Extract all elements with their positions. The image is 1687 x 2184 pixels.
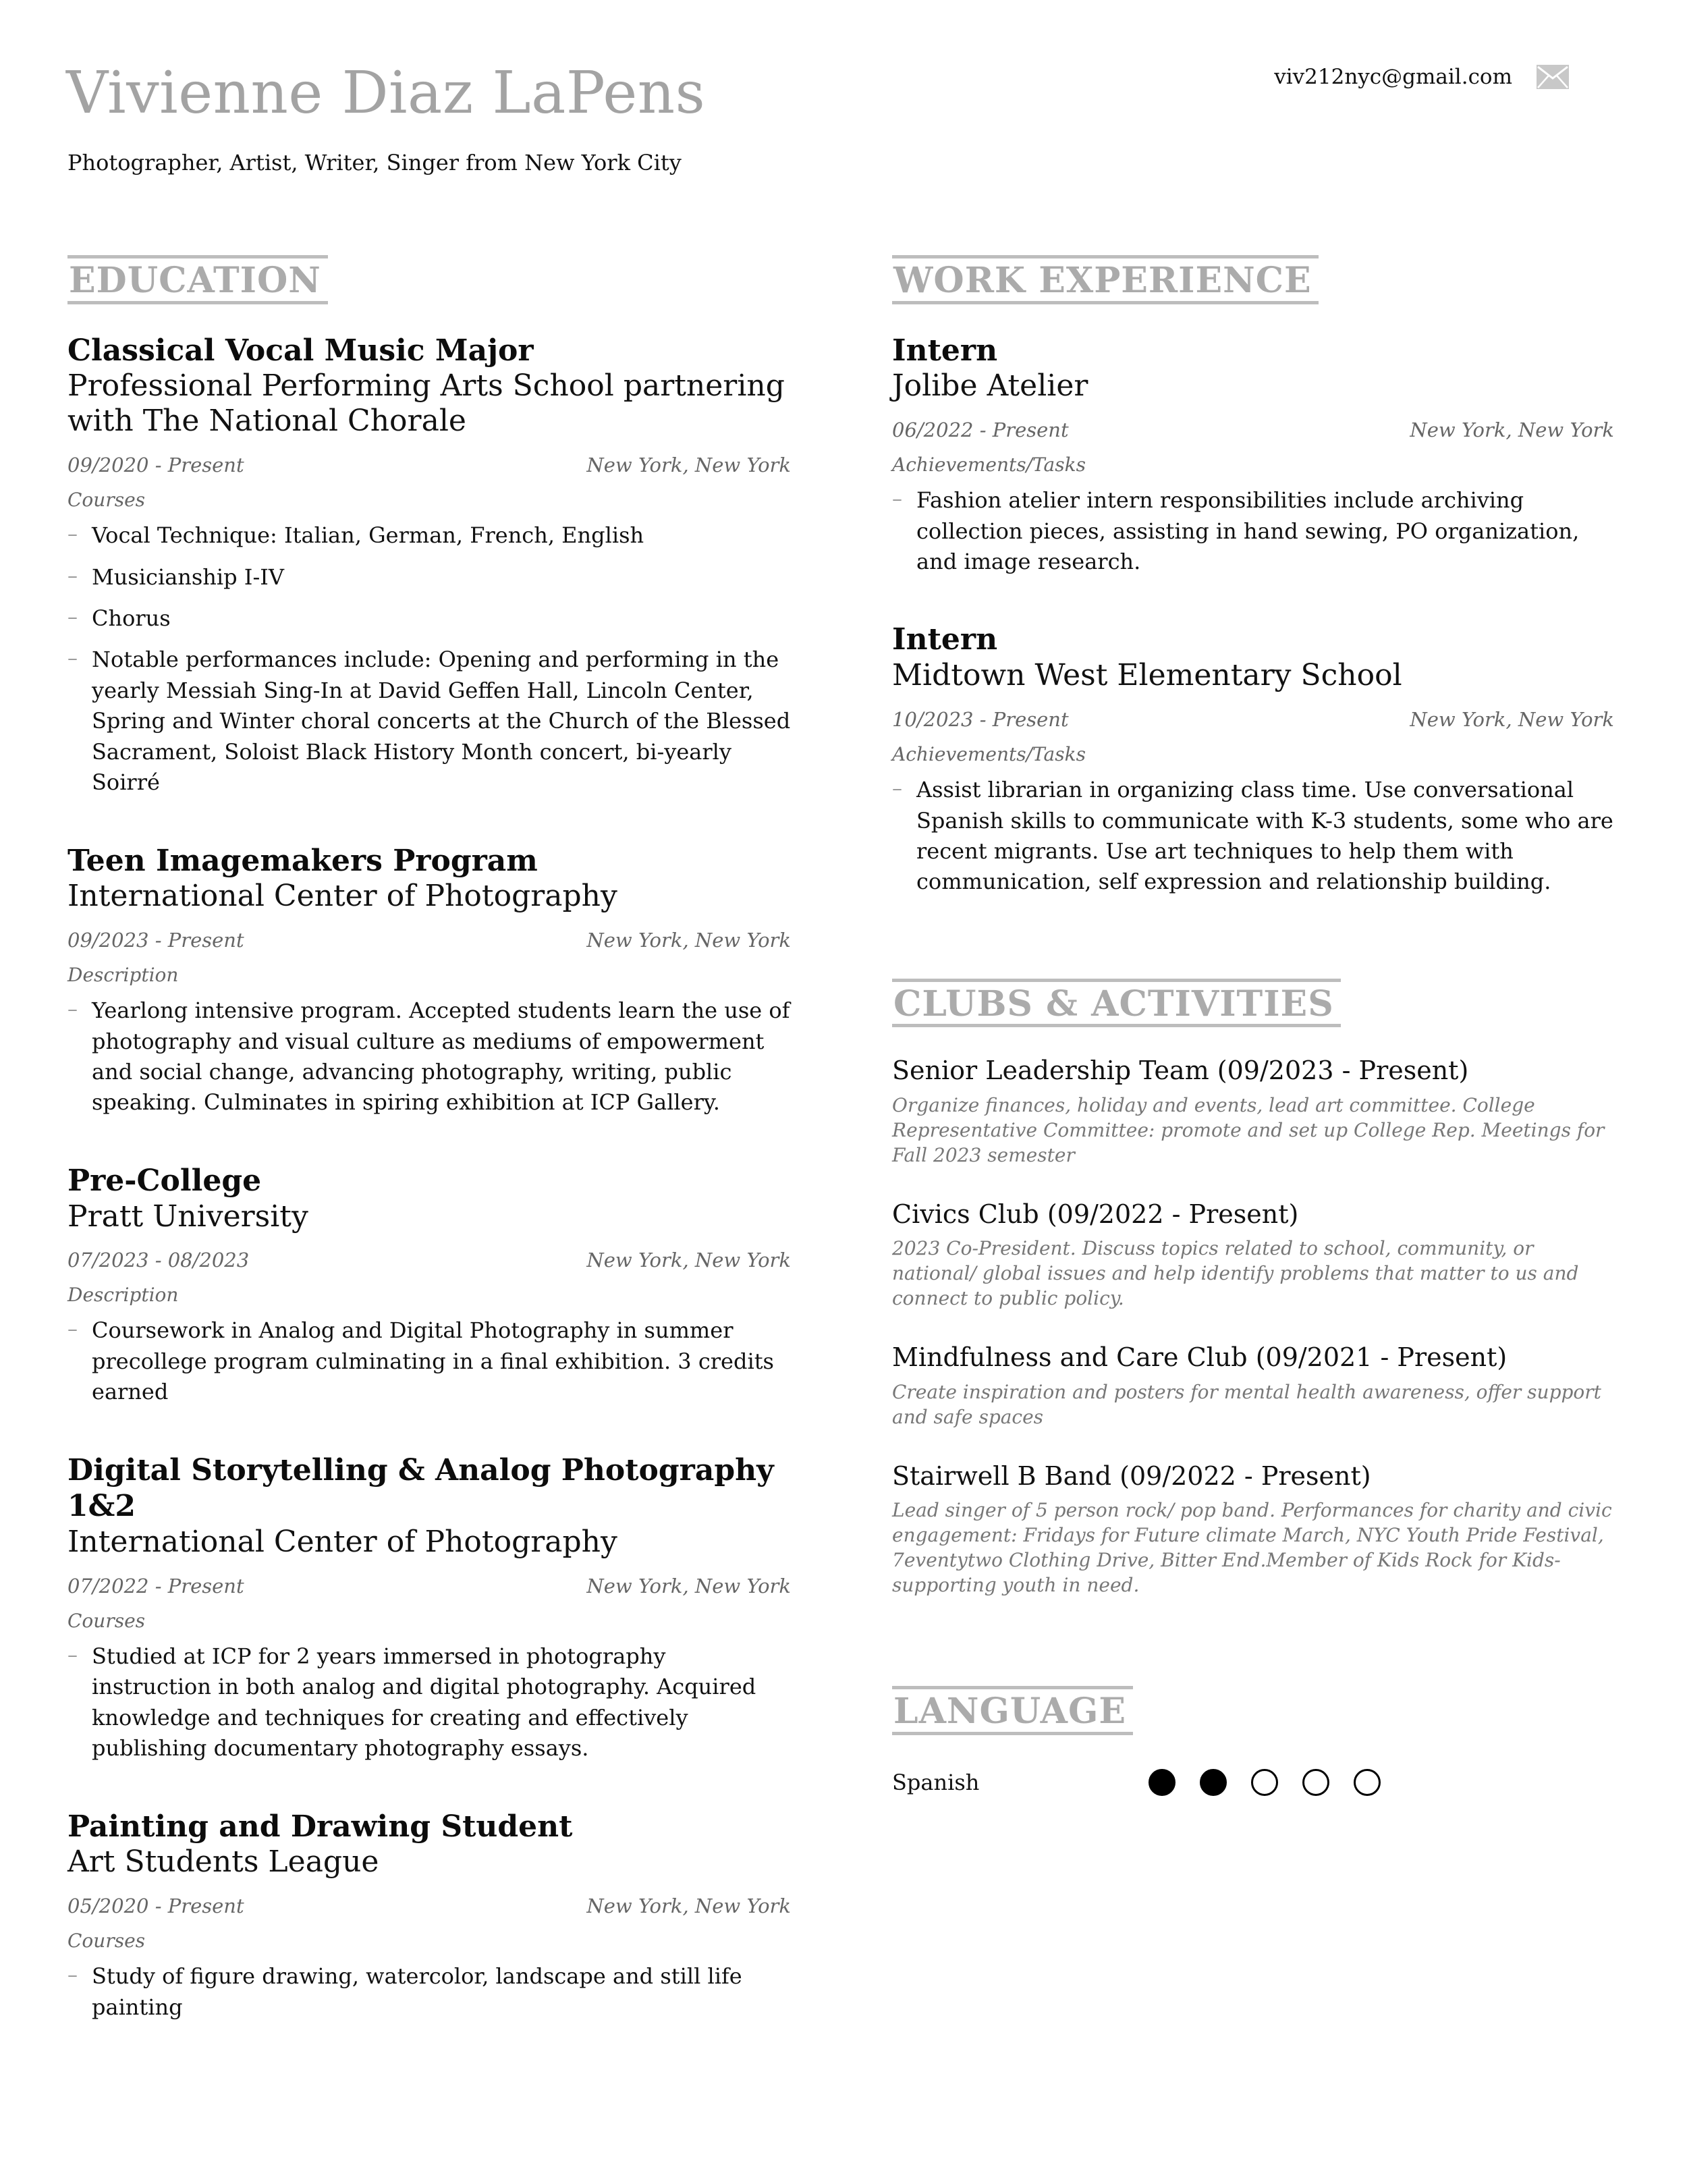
entry-title: Pre-College: [67, 1163, 262, 1198]
entry-organization: International Center of Photography: [67, 1525, 617, 1560]
education-entry: [67, 1452, 791, 1764]
entry-date: 06/2022 - Present: [892, 418, 1069, 442]
club-item: [892, 1056, 1614, 1168]
proficiency-dot-empty: [1302, 1769, 1329, 1796]
dash-icon: –: [67, 998, 78, 1022]
entry-meta: [67, 454, 791, 476]
entry-bullets: [67, 520, 791, 798]
entry-organization: Jolibe Atelier: [892, 368, 1088, 404]
entry-meta: [892, 418, 1614, 441]
entry-location: New York, New York: [1410, 418, 1614, 442]
entry-bullets: [67, 1641, 791, 1764]
entry-label: Achievements/Tasks: [892, 454, 1086, 476]
entry-label: Description: [67, 1284, 179, 1307]
dash-icon: –: [67, 647, 78, 671]
entry-meta: [67, 1249, 791, 1272]
bullet-text: Studied at ICP for 2 years immersed in photography instruction in both analog and digital photography. Acquired knowledge and techniques for creating and effectively publishing documentary photography essays.: [92, 1643, 756, 1762]
entry-title: Classical Vocal Music Major: [67, 333, 534, 368]
language-row: [892, 1769, 1614, 1796]
bullet-text: Assist librarian in organizing class time. Use conversational Spanish skills to communicate with K-3 students, some who are recent migrants. Use art techniques to help them with communication, self expression and relationship building.: [916, 777, 1613, 895]
entry-label: Achievements/Tasks: [892, 743, 1086, 766]
entry-organization: Midtown West Elementary School: [892, 658, 1402, 693]
entry-location: New York, New York: [586, 1249, 791, 1272]
entry-organization: Pratt University: [67, 1199, 308, 1234]
entry-organization: International Center of Photography: [67, 879, 617, 914]
club-item: [892, 1461, 1614, 1598]
clubs-section: [892, 979, 1614, 1598]
bullet-item: [67, 1315, 791, 1407]
bullet-text: Fashion atelier intern responsibilities include archiving collection pieces, assisting in hand sewing, PO organization, and image research.: [916, 487, 1580, 575]
bullet-text: Yearlong intensive program. Accepted students learn the use of photography and visual culture as mediums of empowerment and social change, advancing photography, writing, public speaking. Culminates in spiring exhibition at ICP Gallery.: [92, 998, 790, 1116]
language-section: [892, 1686, 1614, 1796]
entry-title: Digital Storytelling & Analog Photography 1&2: [67, 1452, 774, 1524]
entry-organization: Art Students League: [67, 1845, 379, 1880]
entry-meta: [67, 1575, 791, 1598]
bullet-item: [67, 1641, 791, 1764]
proficiency-dots: [1149, 1769, 1381, 1796]
club-item: [892, 1342, 1614, 1430]
entry-label: Courses: [67, 1610, 146, 1633]
club-title: Senior Leadership Team (09/2023 - Present): [892, 1056, 1469, 1086]
entry-location: New York, New York: [586, 929, 791, 952]
entry-date: 05/2020 - Present: [67, 1894, 244, 1918]
bullet-text: Study of figure drawing, watercolor, landscape and still life painting: [92, 1963, 742, 2020]
entry-location: New York, New York: [586, 454, 791, 477]
bullet-text: Musicianship I-IV: [92, 564, 284, 590]
entry-title: Intern: [892, 622, 998, 657]
proficiency-dot-empty: [1354, 1769, 1381, 1796]
education-section: [67, 255, 791, 2067]
bullet-text: Vocal Technique: Italian, German, French, English: [92, 522, 644, 549]
clubs-heading: CLUBS & ACTIVITIES: [892, 979, 1341, 1028]
email-address[interactable]: viv212nyc@gmail.com: [1274, 65, 1512, 89]
dash-icon: –: [67, 605, 78, 629]
dash-icon: –: [67, 1963, 78, 1988]
proficiency-dot-filled: [1200, 1769, 1227, 1796]
club-title: Mindfulness and Care Club (09/2021 - Present): [892, 1342, 1508, 1373]
entry-meta: [67, 1894, 791, 1917]
bullet-item: [67, 603, 791, 634]
entry-bullets: [67, 1315, 791, 1407]
work-entry: [892, 622, 1614, 897]
work-heading: WORK EXPERIENCE: [892, 255, 1319, 304]
entry-bullets: [67, 1961, 791, 2023]
dash-icon: –: [67, 564, 78, 588]
bullet-item: [892, 485, 1614, 577]
club-description: Organize finances, holiday and events, lead art committee. College Representative Committee: promote and set up College Rep. Meetings for Fall 2023 semester: [892, 1094, 1605, 1166]
bullet-text: Notable performances include: Opening and performing in the yearly Messiah Sing-In at David Geffen Hall, Lincoln Center, Spring and Winter choral concerts at the Church of the Blessed Sacrament, Soloist Black History Month concert, bi-yearly Soirré: [92, 647, 791, 796]
club-item: [892, 1199, 1614, 1311]
entry-date: 10/2023 - Present: [892, 708, 1069, 732]
club-description: Lead singer of 5 person rock/ pop band. Performances for charity and civic engagement: Fridays for Future climate March, NYC Youth Pride Festival, 7eventytwo Clothing Drive, Bitter End.Member of Kids Rock for Kids- supporting youth in need.: [892, 1499, 1612, 1597]
language-name: Spanish: [892, 1769, 980, 1795]
entry-bullets: [67, 995, 791, 1118]
proficiency-dot-filled: [1149, 1769, 1176, 1796]
bullet-text: Chorus: [92, 605, 171, 631]
entry-location: New York, New York: [1410, 708, 1614, 732]
proficiency-dot-empty: [1251, 1769, 1278, 1796]
right-column: [892, 255, 1614, 1796]
dash-icon: –: [892, 487, 902, 512]
entry-meta: [67, 929, 791, 952]
work-entry: [892, 333, 1614, 578]
entry-date: 09/2023 - Present: [67, 929, 244, 952]
entry-title: Teen Imagemakers Program: [67, 843, 538, 878]
club-description: 2023 Co-President. Discuss topics related to school, community, or national/ global issues and help identify problems that matter to us and connect to public policy.: [892, 1237, 1579, 1310]
bullet-item: [67, 520, 791, 551]
entry-location: New York, New York: [586, 1575, 791, 1598]
language-heading: LANGUAGE: [892, 1686, 1133, 1735]
entry-label: Courses: [67, 489, 146, 512]
club-description: Create inspiration and posters for mental health awareness, offer support and safe spaces: [892, 1380, 1601, 1428]
entry-label: Courses: [67, 1930, 146, 1953]
education-entry: [67, 333, 791, 798]
dash-icon: –: [67, 1317, 78, 1342]
entry-label: Description: [67, 964, 179, 987]
education-entry: [67, 843, 791, 1118]
education-heading: EDUCATION: [67, 255, 328, 304]
tagline: Photographer, Artist, Writer, Singer from New York City: [67, 150, 682, 175]
bullet-text: Coursework in Analog and Digital Photography in summer precollege program culminating in a final exhibition. 3 credits earned: [92, 1317, 774, 1405]
club-title: Stairwell B Band (09/2022 - Present): [892, 1460, 1371, 1491]
work-section: [892, 255, 1614, 898]
entry-organization: Professional Performing Arts School partnering with The National Chorale: [67, 368, 785, 439]
entry-location: New York, New York: [586, 1894, 791, 1918]
club-title: Civics Club (09/2022 - Present): [892, 1199, 1299, 1229]
education-entry: [67, 1809, 791, 2023]
bullet-item: [67, 1961, 791, 2023]
contact-info: [1274, 65, 1569, 89]
entry-bullets: [892, 485, 1614, 577]
education-entry: [67, 1163, 791, 1408]
entry-title: Intern: [892, 333, 998, 368]
bullet-item: [67, 645, 791, 798]
mail-icon: [1537, 65, 1569, 89]
entry-date: 07/2022 - Present: [67, 1575, 244, 1598]
entry-meta: [892, 708, 1614, 731]
entry-bullets: [892, 775, 1614, 898]
candidate-name: Vivienne Diaz LaPens: [66, 59, 706, 127]
bullet-item: [892, 775, 1614, 898]
entry-date: 09/2020 - Present: [67, 454, 244, 477]
dash-icon: –: [67, 522, 78, 547]
bullet-item: [67, 995, 791, 1118]
dash-icon: –: [892, 777, 902, 801]
dash-icon: –: [67, 1643, 78, 1668]
entry-date: 07/2023 - 08/2023: [67, 1249, 250, 1272]
bullet-item: [67, 562, 791, 593]
entry-title: Painting and Drawing Student: [67, 1809, 573, 1844]
